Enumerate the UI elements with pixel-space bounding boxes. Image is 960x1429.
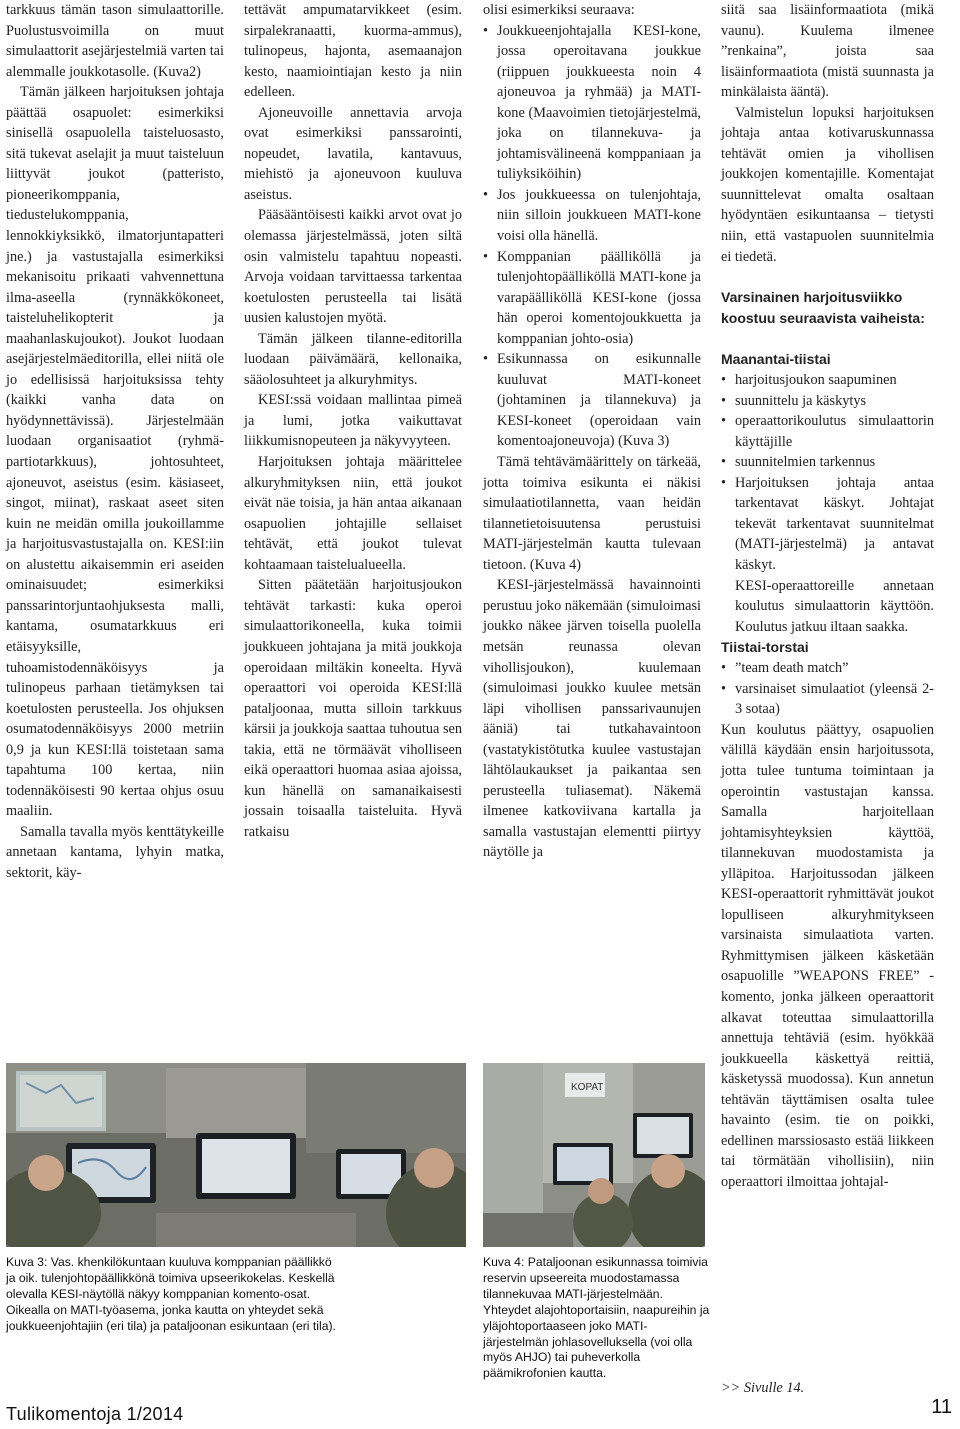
- paragraph: tarkkuus tämän tason simulaattorille. Puolustusvoimilla on muut simulaattorit asejärjestelmiä varten tai alemmalle joukkotasolle. (Kuva2): [6, 2, 224, 80]
- list-item: • varsinaiset simulaatiot (yleensä 2-3 sotaa): [721, 679, 934, 720]
- list-item: • Komppanian päälliköllä ja tulenjohtopäälliköllä MATI-kone ja varapäälliköllä KESI-kone (jossa hän operoi komentojoukkuetta ja komppanian johto-osia): [483, 247, 701, 350]
- list-item: • suunnittelu ja käskytys: [721, 391, 934, 412]
- paragraph: Sitten päätetään harjoitusjoukon tehtävät tarkasti: kuka operoi simulaattorikoneella, kuka toimii joukkueen johtajana ja mitä joukkoja operoidaan miltäkin koneelta. Hyvä operaattori voi operoida KESI:llä pataljoonaa, mutta silloin tarkkuus kärsii ja joukkoja saattaa tuhoutua sen takia, että ne törmäävät viholliseen eikä operaattori huomaa asiaa ajoissa, kun hänellä on samanaikaisesti jossain toisaalla taisteluita. Hyvä ratkaisu: [244, 577, 462, 840]
- list-item: • ”team death match”: [721, 658, 934, 679]
- subheading-monday-tuesday: Maanantai-tiistai: [721, 351, 831, 368]
- article-column-4: [721, 0, 934, 1192]
- list-item: • Joukkueenjohtajalla KESI-kone, jossa operoitavana joukkue (riippuen joukkueesta noin 4 ajoneuvoa ja ryhmää) ja MATI-kone (Maavoimien tietojärjestelmä, joka on tilannekuva- ja johtamisvälineenä komppaniaan ja tuliyksiköihin): [483, 21, 701, 185]
- paragraph: Samalla tavalla myös kenttätykeille annetaan kantama, lyhyin matka, sektorit, käy-: [6, 823, 224, 881]
- list-item: • Jos joukkueessa on tulenjohtaja, niin silloin joukkueen MATI-kone voisi olla hänellä.: [483, 185, 701, 247]
- bullet-list: [483, 21, 701, 452]
- subheading-tuesday-thursday: Tiistai-torstai: [721, 639, 809, 656]
- list-item: • Esikunnassa on esikunnalle kuuluvat MATI-koneet (johtaminen ja tilannekuva) ja KESI-koneet (operoidaan vain komentoajoneuvoja) (Kuva 3): [483, 349, 701, 452]
- continued-on-page-link[interactable]: >> Sivulle 14.: [721, 1380, 805, 1396]
- list-item: • suunnitelmien tarkennus: [721, 452, 934, 473]
- photo-kuva-4-illustration: [483, 1063, 705, 1247]
- paragraph: tettävät ampumatarvikkeet (esim. sirpalekranaatti, kuorma-ammus), tulinopeus, hajonta, asemaanajon kesto, naamiointiajan kesto ja niin edelleen.: [244, 2, 462, 101]
- photo-kuva-4: [483, 1063, 705, 1247]
- paragraph: Tämä tehtävämäärittely on tärkeää, jotta toimiva esikunta ei näkisi simulaatiotilannetta, vaan heidän tilannetietoisuutensa perustuisi MATI-järjestelmän kautta tulevaan tietoon. (Kuva 4): [483, 454, 701, 573]
- photo-caption-kuva-3: Kuva 3: Vas. khenkilökuntaan kuuluva komppanian päällikkö ja oik. tulenjohtopäällikkönä toimiva upseerikokelas. Keskellä olevalla KESI-näytöllä näkyy komppanian komento-osat. Oikealla on MATI-työasema, jonka kautta on yhteydet sekä joukkueenjohtajiin (eri tila) ja pataljoonan esikuntaan (eri tila).: [6, 1255, 336, 1333]
- wall-sign-text: KOPAT: [571, 1082, 604, 1093]
- bullet-list: [721, 370, 934, 637]
- paragraph: Kun koulutus päättyy, osapuolien välillä käydään ensin harjoitussota, jotta tulee tuntuma toimintaan ja operointin vastustajan kanssa. Samalla harjoitellaan johtamisyhteyksien käyttöä, tilannekuvan muodostamista ja ylläpitoa. Harjoitussodan jälkeen KESI-operaattorit ryhmittävät joukot lopulliseen alkuryhmitykseen varsinaista simulaatiota varten. Ryhmittymisen jälkeen käsketään osapuolille ”WEAPONS FREE” -komento, jonka jälkeen operaattorit alkavat toteuttaa simulaattorilla annettuja tehtäviä (esim. hyökkää joukkueella käskettyä reittiä, käsketyssä muodossa). Kun annetun tehtävän täyttämisen osalta tulee havainto (esim. tie on poikki, edellinen marssiosasto estää liikkeen tai törmätään vihollisiin), niin operaattori ilmoittaa johtajal-: [721, 721, 934, 1190]
- list-item: • Harjoituksen johtaja antaa tarkentavat käskyt. Johtajat tekevät tarkentavat suunnitelmat (MATI-järjestelmä) ja antavat käskyt.: [721, 473, 934, 576]
- page-number: 11: [931, 1396, 952, 1418]
- photo-kuva-3-illustration: [6, 1063, 466, 1247]
- photo-kuva-3: [6, 1063, 466, 1247]
- paragraph: Harjoituksen johtaja määrittelee alkuryhmityksen niin, että joukot eivät näe toisia, ja hän antaa aikanaan osapuolien johtajille sellaiset tehtävät, että joukot tulevat kohtaamaan taistelualueella.: [244, 454, 462, 573]
- article-column-1: [6, 0, 224, 884]
- paragraph: siitä saa lisäinformaatiota (mikä vaunu). Kuulema ilmenee ”renkaina”, joista saa lisäinformaatiota (mistä suunnasta ja minkälaista ääntä).: [721, 2, 934, 101]
- list-item-continuation: KESI-operaattoreille annetaan koulutus simulaattorin käyttöön. Koulutus jatkuu iltaan saakka.: [735, 577, 934, 635]
- list-item: • harjoitusjoukon saapuminen: [721, 370, 934, 391]
- list-item: • operaattorikoulutus simulaattorin käyttäjille: [721, 411, 934, 452]
- paragraph: Ajoneuvoille annettavia arvoja ovat esimerkiksi panssarointi, nopeudet, lavatila, kantavuus, miehistö ja ajoneuvoon kuuluva aseistus.: [244, 104, 462, 203]
- bullet-list: [721, 658, 934, 720]
- paragraph: olisi esimerkiksi seuraava:: [483, 2, 635, 18]
- paragraph: Pääsääntöisesti kaikki arvot ovat jo olemassa järjestelmässä, joten siltä osin valmistelu tapahtuu nopeasti. Arvoja voidaan tarvittaessa tarkentaa koetulosten perusteella tai lisätä uusien kalustojen myötä.: [244, 207, 462, 327]
- paragraph: KESI-järjestelmässä havainnointi perustuu joko näkemään (simuloimasi joukko näkee järven toisella puolella metsän reunassa olevan vihollisjoukon), kuulemaan (simuloimasi joukko kuulee metsän läpi vihollisen panssarivaunujen ääniä) tai tutkahavaintoon (vastatykistötutka kuulee vastustajan lähtölaukaukset ja paikantaa sen perusteella tuliasemat). Näkemä ilmenee katkoviivana kartalla ja samalla vastustajan elementti piirtyy näytölle ja: [483, 577, 701, 861]
- section-heading: Varsinainen harjoitusviikko koostuu seuraavista vaiheista:: [721, 289, 925, 327]
- paragraph: Tämän jälkeen tilanne-editorilla luodaan päivämäärä, kellonaika, sääolosuhteet ja alkuryhmitys.: [244, 330, 462, 388]
- photo-caption-kuva-4: Kuva 4: Pataljoonan esikunnassa toimivia reservin upseereita muodostamassa tilannekuvaa MATI-järjestelmään. Yhteydet alajohtoportaisiin, naapureihin ja yläjohtoportaaseen joko MATI-järjestelmän johlasovelluksella (voi olla myös AHJO) tai puheverkolla päämikrofonien kautta.: [483, 1255, 710, 1381]
- article-column-3: [483, 0, 701, 863]
- publication-name: Tulikomentoja 1/2014: [6, 1404, 184, 1424]
- paragraph: Valmistelun lopuksi harjoituksen johtaja antaa kotivaruskunnassa tehtävät omien ja vihollisen joukkojen komentajille. Komentajat suunnittelevat omalta osaltaan hyödyntäen esikuntaansa – tietysti niin, että vastapuolen suunnitelmia ei tiedetä.: [721, 104, 934, 265]
- paragraph: KESI:ssä voidaan mallintaa pimeä ja lumi, jotka vaikuttavat liikkumisnopeuteen ja näkyvyyteen.: [244, 392, 462, 450]
- paragraph: Tämän jälkeen harjoituksen johtaja päättää osapuolet: esimerkiksi sinisellä osapuolella taisteluosasto, sitä tukevat aselajit ja muut taisteluun liittyvät joukot (patteristo, pioneerikomppania, tiedustelukomppania, lennokkiyksikkö, ilmatorjuntapatteri jne.) ja vastustajalla esimerkiksi mekanisoitu prikaati vahvennettuna ilma-aseella (rynnäkkökoneet, taisteluhelikopterit ja maahanlaskujoukot). Joukot luodaan asejärjestelmäeditorilla, ellei niitä ole jo edellisissä harjoituksissa tehty (kaikki vanha data on hyödynnettävissä). Järjestelmään luodaan organisaatiot (ryhmä-partiotarkkuus), johtosuhteet, ajoneuvot, aseistus (esim. käsiaseet, singot, miinat), raskaat aseet siten kuin ne meidän omilla joukoillamme ja harjoitusvastustajalla on. KESI:iin on alustettu aikaisemmin eri aseiden ominaisuudet; esimerkiksi panssarintorjuntaohjuksesta malli, kantama, osumatarkkuus eri etäisyyksille, tuhoamistodennäköisyys ja tulinopeus parhaan tietämyksen tai koetulosten perusteella. Jos ohjuksen osumatodennäköisyys 2000 metriin 0,9 ja kun KESI:llä toistetaan sama tapahtuma 100 kertaa, niin todennäköisesti 90 kertaa ohjus osuu maaliin.: [6, 84, 224, 820]
- article-column-2: [244, 0, 462, 842]
